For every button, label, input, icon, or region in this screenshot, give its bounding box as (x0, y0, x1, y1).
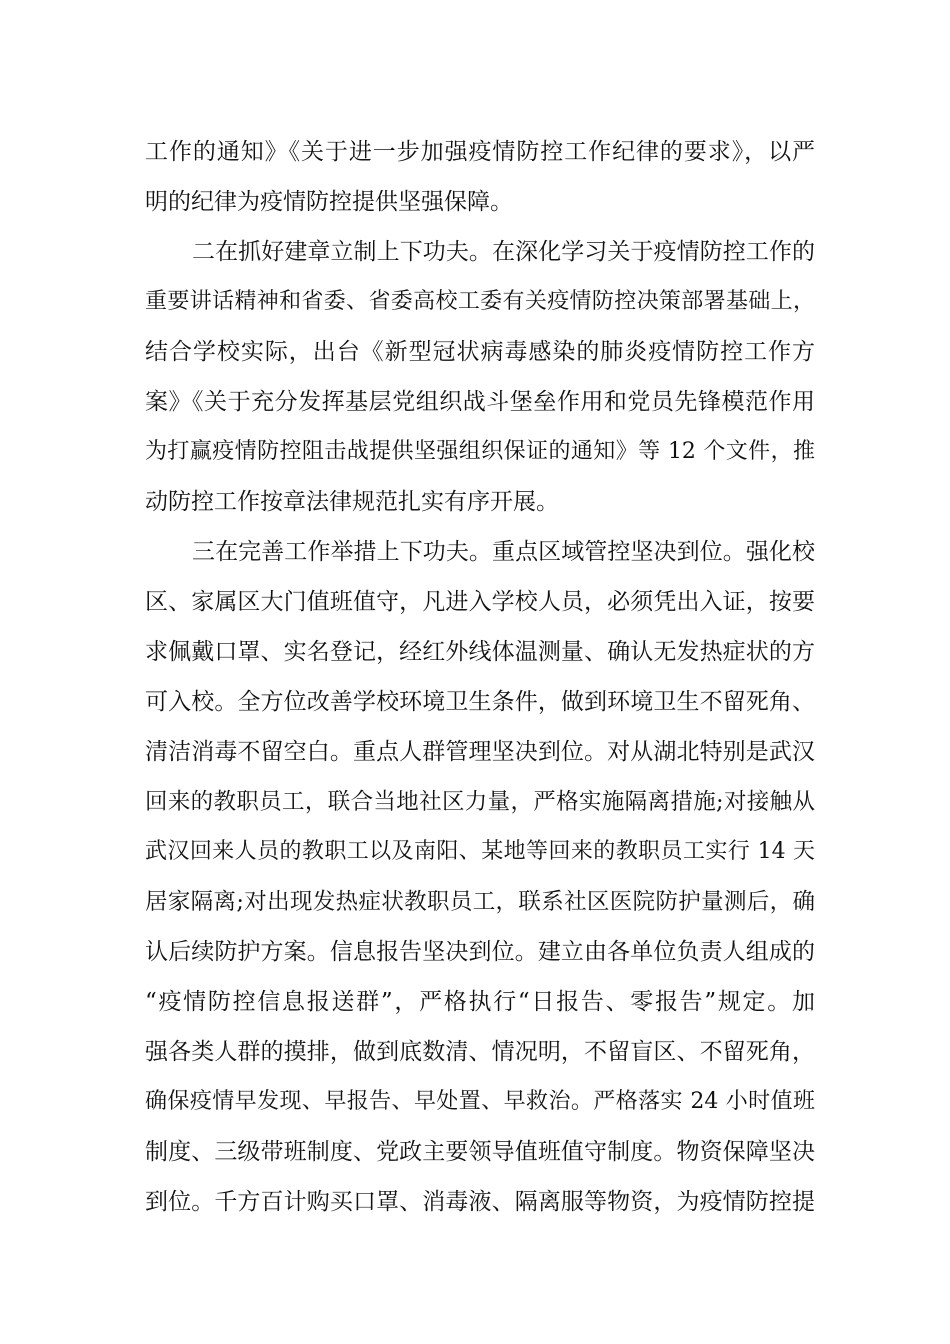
paragraph-line: 居家隔离;对出现发热症状教职员工，联系社区医院防护量测后，确 (145, 889, 815, 915)
paragraph-line: 动防控工作按章法律规范扎实有序开展。 (145, 489, 559, 515)
paragraph-line: 结合学校实际，出台《新型冠状病毒感染的肺炎疫情防控工作方 (145, 339, 815, 365)
paragraph-line: 制度、三级带班制度、党政主要领导值班值守制度。物资保障坚决 (145, 1139, 815, 1165)
paragraph-line: “疫情防控信息报送群”，严格执行“日报告、零报告”规定。加 (145, 989, 815, 1015)
paragraph-line: 清洁消毒不留空白。重点人群管理坚决到位。对从湖北特别是武汉 (145, 739, 815, 765)
paragraph-line: 确保疫情早发现、早报告、早处置、早救治。严格落实 24 小时值班 (145, 1089, 815, 1114)
paragraph-line: 二在抓好建章立制上下功夫。在深化学习关于疫情防控工作的 (192, 239, 815, 265)
paragraph-line: 区、家属区大门值班值守，凡进入学校人员，必须凭出入证，按要 (145, 589, 815, 615)
paragraph-line: 强各类人群的摸排，做到底数清、情况明，不留盲区、不留死角， (145, 1039, 815, 1065)
paragraph-line: 明的纪律为疫情防控提供坚强保障。 (145, 189, 513, 215)
paragraph-line: 为打赢疫情防控阻击战提供坚强组织保证的通知》等 12 个文件，推 (145, 439, 815, 464)
paragraph-line: 回来的教职员工，联合当地社区力量，严格实施隔离措施;对接触从 (145, 789, 815, 815)
paragraph-line: 到位。千方百计购买口罩、消毒液、隔离服等物资，为疫情防控提 (145, 1189, 815, 1215)
paragraph-line: 工作的通知》《关于进一步加强疫情防控工作纪律的要求》，以严 (145, 139, 815, 165)
paragraph-line: 求佩戴口罩、实名登记，经红外线体温测量、确认无发热症状的方 (145, 639, 815, 665)
paragraph-line: 武汉回来人员的教职工以及南阳、某地等回来的教职员工实行 14 天 (145, 839, 815, 864)
paragraph-line: 三在完善工作举措上下功夫。重点区域管控坚决到位。强化校 (192, 539, 815, 565)
paragraph-line: 案》《关于充分发挥基层党组织战斗堡垒作用和党员先锋模范作用 (145, 389, 815, 415)
paragraph-line: 可入校。全方位改善学校环境卫生条件，做到环境卫生不留死角、 (145, 689, 815, 715)
paragraph-line: 认后续防护方案。信息报告坚决到位。建立由各单位负责人组成的 (145, 939, 815, 965)
paragraph-line: 重要讲话精神和省委、省委高校工委有关疫情防控决策部署基础上， (145, 289, 815, 314)
